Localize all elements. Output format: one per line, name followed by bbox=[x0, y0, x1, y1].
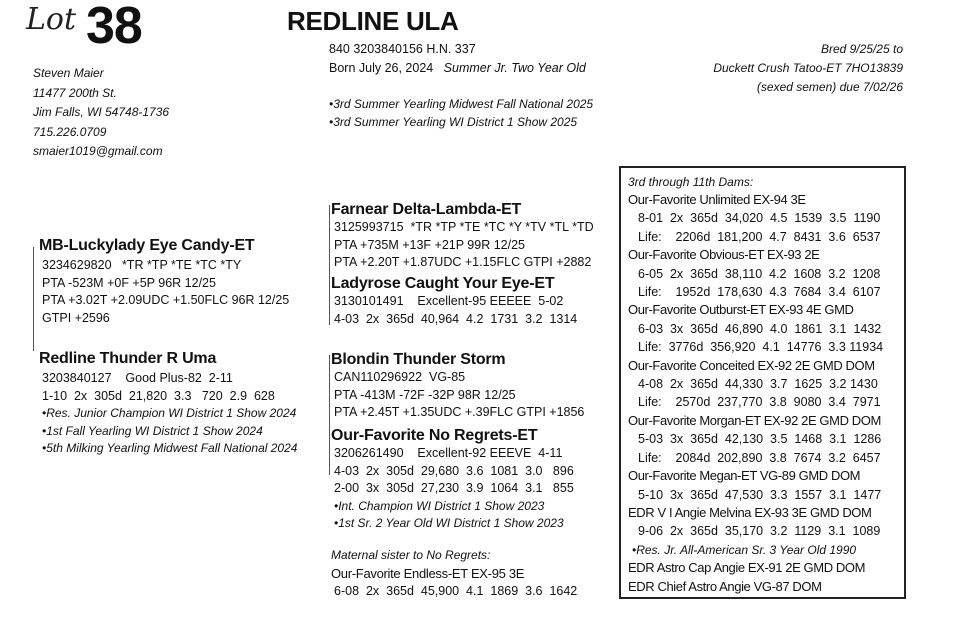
bred-info bbox=[713, 40, 903, 97]
owner-phone: 715.226.0709 bbox=[33, 124, 107, 139]
maternal-sister-name: Our-Favorite Endless-ET EX-95 3E bbox=[331, 565, 525, 581]
dam-entry-record: Life: 2570d 237,770 3.8 9080 3.4 7971 bbox=[638, 395, 881, 410]
dam-line: 1-10 2x 305d 21,820 3.3 720 2.9 628 bbox=[42, 388, 275, 403]
dam-entry-name: EDR Chief Astro Angie VG-87 DOM bbox=[628, 578, 822, 594]
sire-dam-line: 3130101491 Excellent-95 EEEEE 5-02 bbox=[334, 294, 564, 308]
sire-bracket-line bbox=[33, 247, 34, 351]
dam-entry-record: 4-08 2x 365d 44,330 3.7 1625 3.2 1430 bbox=[638, 377, 878, 392]
dam-entry-record: 6-05 2x 365d 38,110 4.2 1608 3.2 1208 bbox=[638, 266, 881, 281]
animal-name: REDLINE ULA bbox=[287, 6, 459, 36]
bred-date: Bred 9/25/25 to bbox=[820, 42, 903, 56]
sire-line: PTA +3.02T +2.09UDC +1.50FLC 96R 12/25 bbox=[42, 293, 290, 307]
sire-sire-line: 3125993715 *TR *TP *TE *TC *Y *TV *TL *TD bbox=[334, 220, 594, 234]
dam-entry-name: Our-Favorite Megan-ET VG-89 GMD DOM bbox=[628, 468, 861, 484]
dam-note: •1st Fall Yearling WI District 1 Show 2024 bbox=[42, 423, 263, 438]
sire-line: 3234629820 *TR *TP *TE *TC *TY bbox=[42, 258, 242, 272]
award-item: •3rd Summer Yearling Midwest Fall National 2025 bbox=[329, 97, 594, 111]
dam-dam-note: •Int. Champion WI District 1 Show 2023 bbox=[334, 498, 545, 513]
born-line bbox=[329, 59, 586, 78]
dam-note: •5th Milking Yearling Midwest Fall National 2024 bbox=[42, 441, 298, 455]
birth-date: Born July 26, 2024 bbox=[329, 61, 434, 75]
registration-line: 840 3203840156 H.N. 337 bbox=[329, 42, 476, 56]
dams-box bbox=[619, 166, 906, 599]
maternal-sister-block bbox=[331, 547, 577, 600]
dam-entry-record: Life: 3776d 356,920 4.1 14776 3.3 11934 bbox=[638, 340, 884, 355]
dam-dam-line: 3206261490 Excellent-92 EEEVE 4-11 bbox=[334, 446, 563, 460]
dam-entry-name: Our-Favorite Conceited EX-92 2E GMD DOM bbox=[628, 357, 875, 373]
sire-sire-line: PTA +735M +13F +21P 99R 12/25 bbox=[334, 237, 525, 252]
dams-box-content bbox=[628, 173, 883, 596]
sire-name: MB-Luckylady Eye Candy-ET bbox=[39, 237, 255, 254]
dam-entry-note: •Res. Jr. All-American Sr. 3 Year Old 1990 bbox=[632, 542, 857, 557]
sire-line: PTA -523M +0F +5P 96R 12/25 bbox=[42, 275, 216, 290]
sire-dam-block bbox=[331, 275, 577, 328]
dam-sire-line: PTA +2.45T +1.35UDC +.39FLC GTPI +1856 bbox=[334, 405, 585, 419]
dam-entry-name: Our-Favorite Unlimited EX-94 3E bbox=[628, 192, 806, 207]
maternal-sister-record: 6-08 2x 365d 45,900 4.1 1869 3.6 1642 bbox=[334, 583, 578, 598]
dam-sire-bracket-line bbox=[329, 355, 330, 475]
dam-entry-record: Life: 2206d 181,200 4.7 8431 3.6 6537 bbox=[638, 229, 881, 244]
dam-dam-name: Our-Favorite No Regrets-ET bbox=[331, 427, 538, 444]
dam-line: 3203840127 Good Plus-82 2-11 bbox=[42, 371, 233, 385]
sire-dam-name: Ladyrose Caught Your Eye-ET bbox=[331, 275, 555, 292]
sire-sire-line: PTA +2.20T +1.87UDC +1.15FLC GTPI +2882 bbox=[334, 255, 592, 269]
dam-entry-record: Life: 2084d 202,890 3.8 7674 3.2 6457 bbox=[638, 450, 881, 465]
dam-name: Redline Thunder R Uma bbox=[39, 350, 217, 367]
age-class: Summer Jr. Two Year Old bbox=[443, 61, 586, 75]
dam-dam-note: •1st Sr. 2 Year Old WI District 1 Show 2023 bbox=[334, 516, 564, 530]
owner-email: smaier1019@gmail.com bbox=[33, 144, 163, 158]
sire-sire-name: Farnear Delta-Lambda-ET bbox=[331, 201, 522, 218]
dam-block bbox=[39, 350, 297, 458]
owner-info bbox=[33, 64, 169, 162]
dams-box-header: 3rd through 11th Dams: bbox=[628, 175, 754, 189]
sire-sire-block bbox=[331, 201, 594, 272]
dam-dam-line: 2-00 3x 305d 27,230 3.9 1064 3.1 855 bbox=[334, 481, 574, 495]
dam-sire-line: CAN110296922 VG-85 bbox=[334, 370, 466, 384]
lot-number: 38 bbox=[86, 0, 142, 55]
animal-awards bbox=[329, 96, 593, 131]
dam-entry-name: EDR V I Angie Melvina EX-93 3E GMD DOM bbox=[628, 504, 872, 520]
sire-line: GTPI +2596 bbox=[42, 310, 110, 325]
sire-sire-bracket-line bbox=[329, 205, 330, 325]
owner-name: Steven Maier bbox=[33, 66, 104, 80]
sire-dam-line: 4-03 2x 365d 40,964 4.2 1731 3.2 1314 bbox=[334, 311, 578, 326]
sire-block bbox=[39, 237, 289, 327]
dams-list bbox=[628, 191, 883, 596]
dam-entry-record: Life: 1952d 178,630 4.3 7684 3.4 6107 bbox=[638, 285, 881, 300]
dam-entry-name: Our-Favorite Morgan-ET EX-92 2E GMD DOM bbox=[628, 412, 881, 428]
animal-info bbox=[329, 40, 586, 78]
dam-dam-block bbox=[331, 427, 574, 533]
dam-sire-line: PTA -413M -72F -32P 98R 12/25 bbox=[334, 387, 516, 402]
award-item: •3rd Summer Yearling WI District 1 Show 2025 bbox=[329, 114, 578, 129]
dam-sire-block bbox=[331, 351, 584, 422]
dam-sire-name: Blondin Thunder Storm bbox=[331, 351, 506, 368]
maternal-sister-header: Maternal sister to No Regrets: bbox=[331, 548, 491, 562]
dam-entry-record: 5-03 3x 365d 42,130 3.5 1468 3.1 1286 bbox=[638, 432, 882, 447]
bred-sire: Duckett Crush Tatoo-ET 7HO13839 bbox=[713, 61, 903, 75]
dam-entry-record: 6-03 3x 365d 46,890 4.0 1861 3.1 1432 bbox=[638, 321, 882, 336]
lot-label: Lot bbox=[26, 2, 77, 37]
bred-due: (sexed semen) due 7/02/26 bbox=[756, 80, 903, 94]
dam-dam-line: 4-03 2x 305d 29,680 3.6 1081 3.0 896 bbox=[334, 463, 574, 478]
dam-entry-name: Our-Favorite Outburst-ET EX-93 4E GMD bbox=[628, 302, 854, 318]
dam-entry-record: 5-10 3x 365d 47,530 3.3 1557 3.1 1477 bbox=[638, 487, 882, 502]
dam-entry-name: EDR Astro Cap Angie EX-91 2E GMD DOM bbox=[628, 560, 866, 576]
owner-city: Jim Falls, WI 54748-1736 bbox=[33, 105, 170, 119]
dam-note: •Res. Junior Champion WI District 1 Show 2024 bbox=[42, 406, 297, 420]
owner-street: 11477 200th St. bbox=[33, 85, 117, 100]
dam-entry-record: 9-06 2x 365d 35,170 3.2 1129 3.1 1089 bbox=[638, 524, 881, 539]
dam-entry-name: Our-Favorite Obvious-ET EX-93 2E bbox=[628, 247, 820, 263]
dam-entry-record: 8-01 2x 365d 34,020 4.5 1539 3.5 1190 bbox=[638, 211, 881, 226]
